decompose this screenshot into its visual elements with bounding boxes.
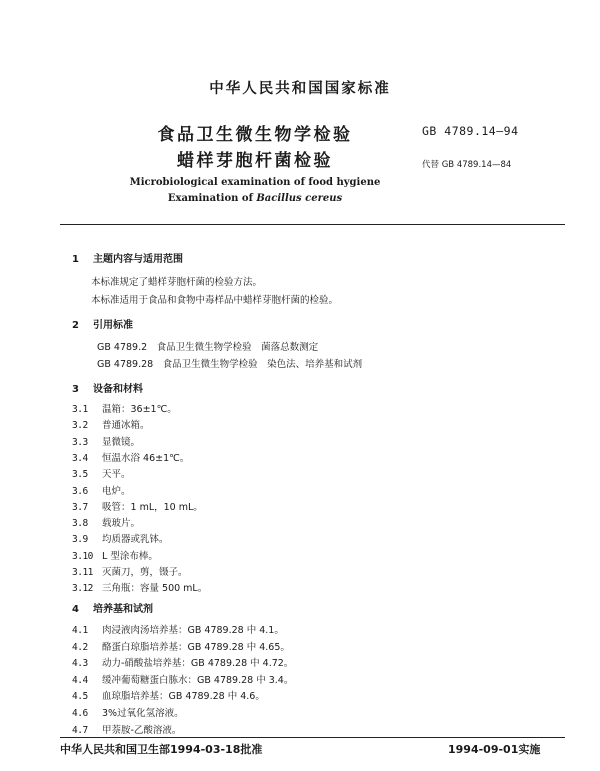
replaces-note: 代替 GB 4789.14—84 [422,160,512,170]
section-title: 培养基和试剂 [93,604,153,615]
list-item: 3.4 恒温水浴 46±1℃。 [72,452,190,464]
top-divider [60,224,565,225]
reference-1: GB 4789.2 食品卫生微生物学检验 菌落总数测定 [97,342,319,353]
list-item: 4.5 血琼脂培养基：GB 4789.28 中 4.6。 [72,691,265,703]
section-1-heading [72,250,183,265]
english-title-prefix: Examination of [167,193,257,204]
list-item: 4.6 3%过氧化氢溶液。 [72,708,184,719]
section-number: 4 [72,604,79,615]
approval-line: 中华人民共和国卫生部1994-03-18批准 [60,743,263,756]
english-title-species: Bacillus cereus [256,193,343,204]
reference-2: GB 4789.28 食品卫生微生物学检验 染色法、培养基和试剂 [97,359,363,370]
section-1-para-1: 本标准规定了蜡样芽胞杆菌的检验方法。 [91,277,263,288]
section-title: 设备和材料 [93,384,143,395]
list-item: 3.11 灭菌刀，剪，镊子。 [72,567,188,578]
list-item: 3.3 显微镜。 [72,436,141,448]
list-item: 4.2 酪蛋白琼脂培养基：GB 4789.28 中 4.65。 [72,641,290,653]
section-number: 2 [72,320,79,331]
list-item: 4.7 甲萘胺-乙酸溶液。 [72,724,182,736]
section-2-heading [72,316,133,331]
section-title: 主题内容与适用范围 [93,254,183,265]
list-item: 3.6 电炉。 [72,485,131,497]
section-1-para-2: 本标准适用于食品和食物中毒样品中蜡样芽胞杆菌的检验。 [91,295,339,306]
list-item: 3.10 L 型涂布棒。 [72,550,158,562]
section-title: 引用标准 [93,320,133,331]
list-item: 3.1 温箱：36±1℃。 [72,404,177,415]
list-item: 3.7 吸管：1 mL，10 mL。 [72,501,203,513]
english-title-line1: Microbiological examination of food hygiene [129,177,381,188]
english-title-line2 [100,193,410,204]
section-4-heading [72,600,153,615]
list-item: 4.1 肉浸液肉汤培养基：GB 4789.28 中 4.1。 [72,625,284,636]
list-item: 4.4 缓冲葡萄糖蛋白胨水：GB 4789.28 中 3.4。 [72,674,294,686]
section-3-heading [72,380,143,395]
implementation-date: 1994-09-01实施 [448,743,541,756]
footer-divider [60,737,565,738]
standard-number: GB 4789.14—94 [422,124,519,138]
list-item: 4.3 动力-硝酸盐培养基：GB 4789.28 中 4.72。 [72,658,294,670]
list-item: 3.9 均质器或乳钵。 [72,534,169,546]
list-item: 3.8 载玻片。 [72,518,141,530]
section-number: 1 [72,254,79,265]
list-item: 3.2 普通冰箱。 [72,420,150,432]
section-number: 3 [72,384,79,395]
list-item: 3.5 天平。 [72,469,131,481]
standard-title-line1: 食品卫生微生物学检验 [157,125,353,145]
org-title: 中华人民共和国国家标准 [209,81,391,97]
standard-title-line2: 蜡样芽胞杆菌检验 [177,151,333,171]
list-item: 3.12 三角瓶：容量 500 mL。 [72,583,208,595]
